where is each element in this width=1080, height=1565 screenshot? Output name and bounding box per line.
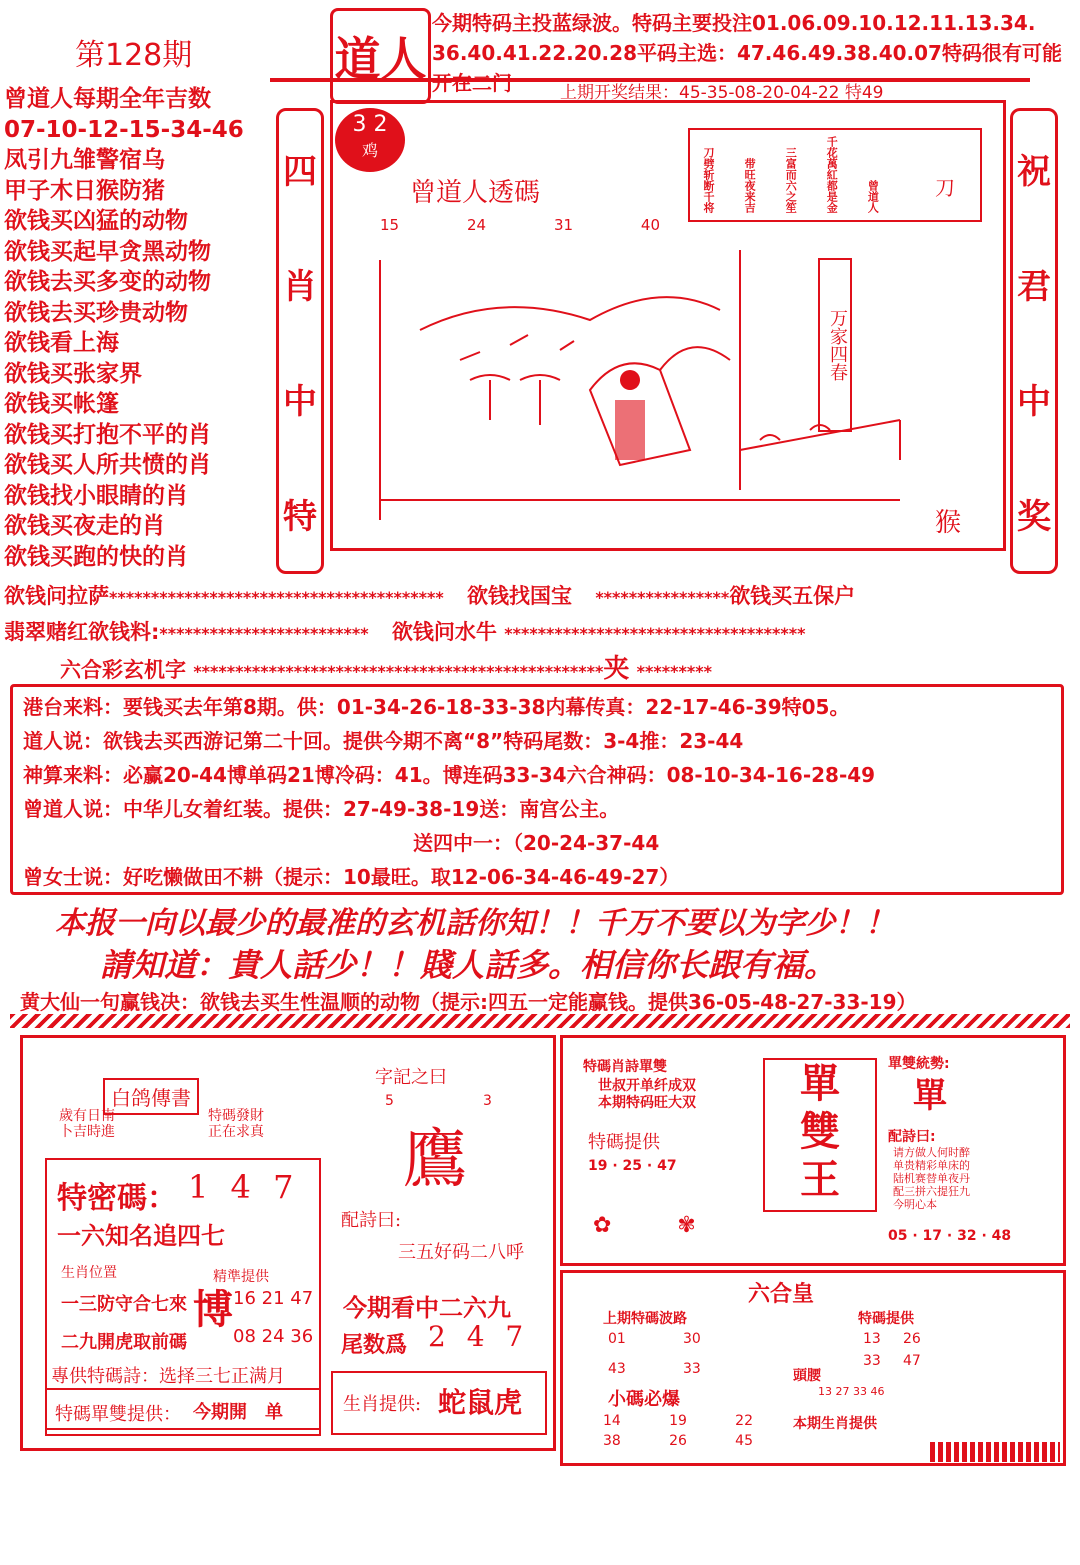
picture-number: 40 [640,216,660,234]
slogan-2: 請知道：貴人話少！！賤人話多。相信你长跟有福。 [100,946,837,984]
info-line: 送四中一：（20-24-37-44 [413,831,660,855]
star-line-label: 六合彩玄机字 [60,658,186,682]
star-line-label: 欲钱买五保户 [729,584,856,608]
pigeon-tiny-right: 特碼發財 正在求真 [208,1108,264,1140]
bo-char: 博 [193,1286,233,1333]
info-line: 道人说：欲钱去买西游记第二十回。提供今期不离“8”特码尾数：3-4推：23-44 [23,729,744,753]
slogan-1: 本报一向以最少的最准的玄机話你知！！千万不要以为字少！！ [55,906,895,941]
star-line-label: 翡翠赌红欲钱料: [4,620,160,644]
pc-small-row [603,1433,753,1449]
left-clue-item: 欲钱买跑的快的肖 [4,543,188,570]
issue-number: 第128期 [75,38,193,73]
danshuang-label: 特碼單雙提供： [55,1404,181,1425]
pillar-right [1010,108,1058,574]
pc-small-num: 26 [669,1433,687,1449]
zi-char: 鷹 [403,1123,467,1197]
star-filler: ************************************ [504,624,806,643]
zi-number: 5 [385,1093,394,1109]
jz-row: 08 24 36 [233,1326,314,1347]
pb-title: 特碼肖詩單雙 [583,1059,667,1075]
pc-bolu-num: 33 [683,1361,701,1377]
star-filler: ************************************************* [193,662,604,681]
kan-line: 今期看中二六九 [343,1294,511,1322]
poem-column: 刀劈斩断千将 [702,147,715,213]
pc-small-num: 14 [603,1413,621,1429]
pc-tm-num: 26 [903,1331,921,1347]
star-filler: **************** [595,588,730,607]
tema-line: 一六知名追四七 [57,1221,225,1250]
left-clue-item: 曾道人每期全年吉数 [4,86,211,112]
pc-bolu-num: 43 [608,1361,626,1377]
left-clue-item: 欲钱买夜走的肖 [4,513,165,539]
star-filler: ************************* [159,624,369,643]
pei-text: 三五好码二八呼 [398,1242,524,1263]
pc-small-row [603,1413,753,1429]
pb-big-char: 單 [800,1060,840,1107]
pillar-left-char: 肖 [283,267,317,307]
picture-blade-char: 刀 [935,176,955,200]
pc-small-num: 38 [603,1433,621,1449]
pc-tm-num: 47 [903,1353,921,1369]
pb-big-box [763,1058,877,1212]
left-clue-item: 欲钱买人所共愤的肖 [4,452,211,478]
pillar-right-char: 奖 [1017,497,1051,537]
pb-big-char: 王 [800,1156,840,1203]
pc-bq-label: 本期生肖提供 [793,1416,877,1432]
left-clue-item: 欲钱看上海 [4,330,119,356]
weishu-label: 尾数爲 [341,1332,408,1358]
pb-right-numbers: 05 · 17 · 32 · 48 [888,1228,1012,1244]
info-line: 神算来料：必赢20-44博单码21博冷码：41。博连码33-34六合神码：08-10-34-16-28-49 [23,763,876,787]
left-clue-item: 欲钱找小眼睛的肖 [4,482,188,509]
pc-bolu-num: 30 [683,1331,701,1347]
star-line-label: 欲钱问水牛 [391,620,497,644]
poem-column: 带旺夜来吉 [743,158,757,213]
sx-value: 蛇鼠虎 [438,1386,523,1419]
left-clue-item: 甲子木日猴防猪 [4,177,165,204]
pillar-left [276,108,324,574]
pc-bolu-num: 01 [608,1331,626,1347]
pillar-right-char: 中 [1017,382,1051,422]
pb-right-poem-label: 配詩曰: [888,1129,936,1145]
picture-title: 曾道人透碼 [410,178,541,208]
shengxiao-line: 一三防守合七來 [61,1294,187,1315]
number-badge [335,108,405,172]
zi-title: 字記之曰 [375,1067,447,1088]
sage-illustration [360,250,920,520]
poem-line: 專供特碼詩：选择三七正满月 [51,1366,285,1387]
header-line-3: 开在二门 [432,71,512,95]
pc-center-label: 頭腰 [793,1368,821,1384]
star-line-label: 欲钱问拉萨 [4,584,109,608]
jz-title: 精準提供 [213,1269,269,1285]
tema-label: 特密碼： [57,1181,177,1216]
left-clue-item: 欲钱买打抱不平的肖 [4,421,211,448]
panel-dan-shuang [560,1035,1066,1266]
pb-big-char: 雙 [800,1108,840,1155]
hanging-scroll: 万家四春 [818,258,852,432]
poem-column: 千花萬紅都是金 [825,136,839,213]
pigeon-tiny-left: 歲有日南 卜吉時進 [59,1108,115,1140]
header-line-1: 今期特码主投蓝绿波。特码主要投注01.06.09.10.12.11.13.34. [432,11,1036,35]
info-line: 港台来料：要钱买去年第8期。供：01-34-26-18-33-38内幕传真：22-17-46-39特05。 [23,695,850,719]
picture-numbers [380,216,660,234]
pc-small-num: 45 [735,1433,753,1449]
pc-center-nums: 13 27 33 46 [818,1385,885,1398]
pb-right-poem: 请方做人何时醉 单贵精彩单床的 陆机赛替单夜丹 配三拼六提狂九 今明心本 [893,1146,970,1211]
pc-small-num: 19 [669,1413,687,1429]
left-clue-item: 欲钱去买珍贵动物 [4,299,188,326]
left-clue-item: 欲钱买张家界 [4,360,142,387]
pc-small-title: 小碼必爆 [608,1389,680,1410]
pc-tm-title: 特碼提供 [858,1311,914,1327]
pb-tg-numbers: 19 · 25 · 47 [588,1158,677,1174]
picture-number: 24 [466,216,487,234]
tema-numbers: 1 4 7 [188,1168,300,1206]
weishu-numbers: 2 4 7 [428,1320,530,1353]
info-line: 曾道人说：中华儿女着红装。提供：27-49-38-19送：南宫公主。 [23,797,620,821]
pillar-left-char: 四 [283,152,317,192]
stamp-footer [930,1442,1060,1462]
pei-label: 配詩曰: [341,1210,402,1231]
pb-right-title: 單雙統勢: [888,1056,950,1072]
star-line-label: 夹 [603,654,630,684]
pc-small-num: 22 [735,1413,753,1429]
last-result: 上期开奖结果：45-35-08-20-04-22 特49 [560,83,884,103]
pigeon-title: 白鸽傳書 [103,1078,199,1115]
huang-daxian-line: 黄大仙一句赢钱决：欲钱去买生性温顺的动物（提示:四五一定能赢钱。提供36-05-48-27-33-19） [20,990,917,1014]
star-filler: ********* [636,662,712,681]
shengxiao-title: 生肖位置 [61,1265,117,1281]
logo-text: 道人 [334,32,427,86]
badge-number: 3 2 [352,112,388,137]
picture-number: 15 [380,216,400,234]
left-clue-item: 凤引九雏警宿乌 [4,147,165,173]
panel-liuhe [560,1270,1066,1466]
danshuang-value: 今期開 单 [193,1402,283,1423]
pillar-left-char: 中 [283,382,317,422]
star-line-label: 欲钱找国宝 [467,584,572,608]
info-line: 曾女士说：好吃懒做田不耕（提示：10最旺。取12-06-34-46-49-27） [23,865,680,889]
pillar-left-char: 特 [283,497,317,537]
left-clue-list [4,84,284,572]
pc-tm-num: 33 [863,1353,881,1369]
badge-animal: 鸡 [361,141,378,160]
left-clue-item: 欲钱买凶猛的动物 [4,208,188,234]
pb-ornament: ✿ ✾ [593,1213,696,1238]
zi-number: 3 [483,1093,492,1109]
pb-right-big: 單 [913,1076,947,1116]
star-line-3 [60,648,712,685]
left-clue-item: 欲钱买帐篷 [4,391,119,417]
pb-poem: 世叔开单纤成双 本期特码旺大双 [598,1078,696,1111]
zigzag-border [10,1014,1070,1028]
pc-tm-num: 13 [863,1331,881,1347]
poem-column: 三富而六之笙 [784,147,798,213]
star-line-2 [4,616,805,646]
star-filler: **************************************** [109,588,444,607]
pc-title: 六合皇 [748,1281,815,1307]
sx-label: 生肖提供: [343,1394,422,1415]
pillar-right-char: 君 [1017,267,1051,307]
pc-bolu-title: 上期特碼波路 [603,1311,687,1327]
scroll-top-rod [270,78,1030,102]
star-line-1 [4,580,855,610]
shengxiao-line: 二九開虎取前碼 [61,1332,187,1353]
pillar-right-char: 祝 [1017,152,1051,192]
picture-animal: 猴 [935,508,962,538]
panel-pigeon [20,1035,556,1451]
left-clue-item: 欲钱去买多变的动物 [4,269,211,295]
poem-column: 曾道人 [866,180,880,213]
jz-row: 16 21 47 [233,1288,314,1309]
info-box [10,684,1064,895]
header-line-2: 36.40.41.22.20.28平码主选：47.46.49.38.40.07特码很有可能 [432,41,1062,65]
left-clue-item: 欲钱买起早贪黑动物 [4,238,211,265]
left-clue-item: 07-10-12-15-34-46 [4,116,244,143]
pb-tg-label: 特碼提供 [588,1132,660,1153]
picture-number: 31 [553,216,574,234]
